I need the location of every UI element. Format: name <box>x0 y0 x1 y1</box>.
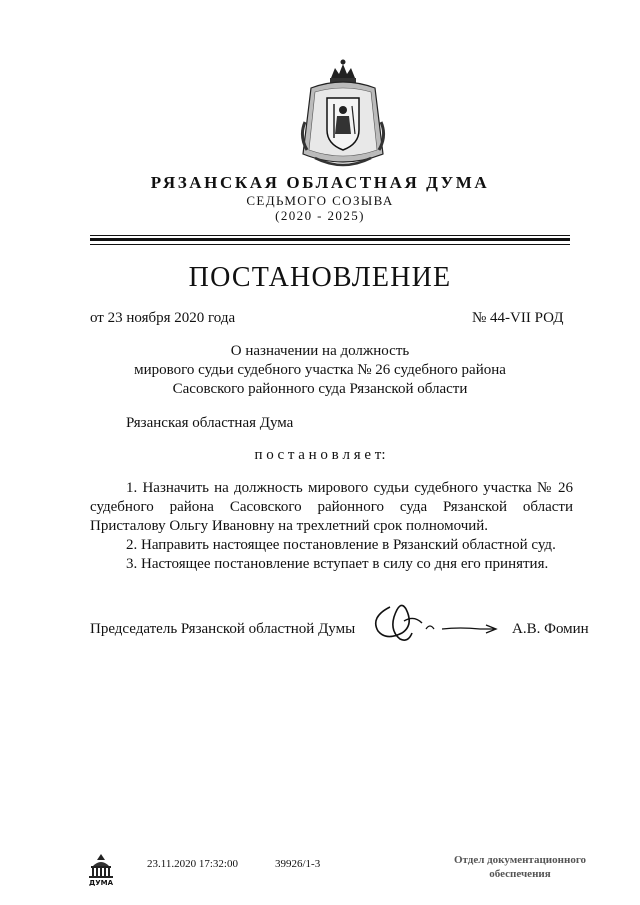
handwritten-signature <box>360 595 505 645</box>
resolution-items <box>90 479 573 574</box>
subject-line: О назначении на должность <box>230 343 410 359</box>
stamp-line: Отдел документационного <box>453 854 587 866</box>
document-subject <box>0 342 640 399</box>
convocation: СЕДЬМОГО СОЗЫВА <box>246 193 394 208</box>
registration-code: 39926/1-3 <box>275 858 321 870</box>
registration-timestamp: 23.11.2020 17:32:00 <box>147 858 238 870</box>
document-type-title: ПОСТАНОВЛЕНИЕ <box>188 262 452 293</box>
document-date: от 23 ноября 2020 года <box>90 310 236 326</box>
resolution-item: 2. Направить настоящее постановление в Рязанский областной суд. <box>126 537 556 553</box>
resolution-item: 3. Настоящее постановление вступает в силу со дня его принятия. <box>126 556 549 572</box>
signatory-name: А.В. Фомин <box>512 621 589 637</box>
resolves-heading: п о с т а н о в л я е т: <box>254 447 386 463</box>
document-number: № 44-VII РОД <box>472 310 564 326</box>
logo-text: ДУМА <box>88 879 114 886</box>
duma-building-logo <box>86 852 116 886</box>
subject-line: мирового судьи судебного участка № 26 судебного района <box>134 362 506 378</box>
issuer: Рязанская областная Дума <box>126 415 294 431</box>
subject-line: Сасовского районного суда Рязанской области <box>172 381 468 397</box>
stamp-line: обеспечения <box>489 868 551 880</box>
organization-name: РЯЗАНСКАЯ ОБЛАСТНАЯ ДУМА <box>150 173 490 192</box>
header-divider-thin-bottom <box>90 244 570 245</box>
signatory-position: Председатель Рязанской областной Думы <box>90 621 356 637</box>
header-divider-thick <box>90 238 570 241</box>
convocation-years: (2020 - 2025) <box>275 208 365 223</box>
department-stamp <box>440 853 600 881</box>
coat-of-arms-emblem <box>295 58 391 176</box>
header-divider-thin-top <box>90 235 570 236</box>
resolution-item: 1. Назначить на должность мирового судьи судебного участка № 26 судебного района Сасовского районного суда Рязанской области Присталову Ольгу Ивановну на трехлетний срок полномочий. <box>90 480 573 534</box>
